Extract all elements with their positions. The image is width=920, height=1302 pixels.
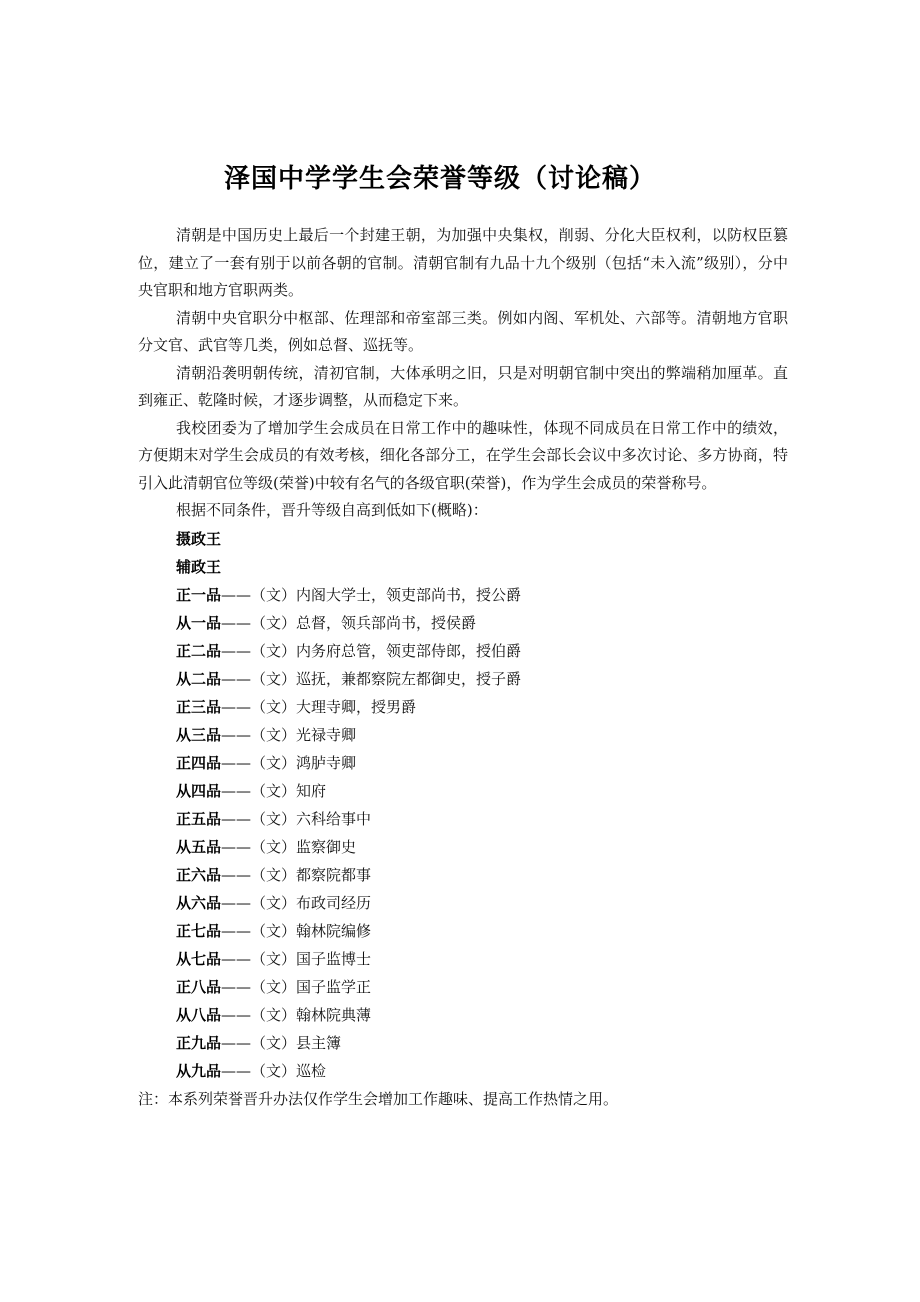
- rank-name: 正八品: [176, 977, 222, 996]
- rank-description: ——（文）翰林院编修: [221, 921, 372, 940]
- list-item: [138, 693, 788, 721]
- rank-description: ——（文）县主簿: [221, 1033, 342, 1052]
- list-item: [138, 777, 788, 805]
- list-item: [138, 721, 788, 749]
- rank-description: ——（文）都察院都事: [221, 865, 372, 884]
- list-item: [138, 665, 788, 693]
- rank-name: 正七品: [176, 921, 222, 940]
- list-item: [138, 805, 788, 833]
- list-item: [138, 749, 788, 777]
- list-item: [138, 525, 788, 553]
- rank-name: 从九品: [176, 1061, 222, 1080]
- list-item: [138, 609, 788, 637]
- rank-description: ——（文）六科给事中: [221, 809, 372, 828]
- list-item: [138, 1001, 788, 1029]
- list-item: [138, 917, 788, 945]
- rank-name: 正九品: [176, 1033, 222, 1052]
- rank-description: ——（文）巡抚，兼都察院左都御史，授子爵: [221, 669, 522, 688]
- list-item: [138, 889, 788, 917]
- rank-name: 正四品: [176, 753, 222, 772]
- list-item: [138, 833, 788, 861]
- rank-name: 从七品: [176, 949, 222, 968]
- rank-name: 从六品: [176, 893, 222, 912]
- rank-name: 从五品: [176, 837, 222, 856]
- rank-name: 正二品: [176, 641, 222, 660]
- document-title: 泽国中学学生会荣誉等级（讨论稿）: [223, 164, 656, 194]
- footnote: 注：本系列荣誉晋升办法仅作学生会增加工作趣味、提高工作热情之用。: [138, 1089, 619, 1108]
- rank-description: ——（文）布政司经历: [221, 893, 372, 912]
- rank-name: 正一品: [176, 585, 222, 604]
- rank-list: [138, 525, 788, 1085]
- rank-description: ——（文）内务府总管，领吏部侍郎，授伯爵: [221, 641, 522, 660]
- rank-description: ——（文）监察御史: [221, 837, 357, 856]
- list-item: [138, 973, 788, 1001]
- list-item: [138, 1029, 788, 1057]
- paragraph-central-posts: 清朝中央官职分中枢部、佐理部和帝室部三类。例如内阁、军机处、六部等。清朝地方官职分文官、武官等几类，例如总督、巡抚等。: [138, 308, 788, 354]
- paragraph-purpose: 我校团委为了增加学生会成员在日常工作中的趣味性，体现不同成员在日常工作中的绩效，方便期末对学生会成员的有效考核，细化各部分工，在学生会部长会议中多次讨论、多方协商，特引入此清朝官位等级(荣誉)中较有名气的各级官职(荣誉)，作为学生会成员的荣誉称号。: [138, 418, 788, 492]
- list-item: [138, 637, 788, 665]
- list-item: [138, 861, 788, 889]
- rank-name: 正五品: [176, 809, 222, 828]
- rank-description: ——（文）国子监博士: [221, 949, 372, 968]
- list-item: [138, 581, 788, 609]
- rank-name: 正六品: [176, 865, 222, 884]
- rank-name: 摄政王: [176, 529, 222, 548]
- rank-name: 辅政王: [176, 557, 222, 576]
- rank-name: 从四品: [176, 781, 222, 800]
- rank-name: 从八品: [176, 1005, 222, 1024]
- rank-description: ——（文）知府: [221, 781, 327, 800]
- rank-name: 正三品: [176, 697, 222, 716]
- rank-description: ——（文）内阁大学士，领吏部尚书，授公爵: [221, 585, 522, 604]
- rank-description: ——（文）鸿胪寺卿: [221, 753, 357, 772]
- document-body: [138, 222, 788, 1113]
- rank-description: ——（文）国子监学正: [221, 977, 372, 996]
- rank-description: ——（文）大理寺卿，授男爵: [221, 697, 417, 716]
- paragraph-intro: 清朝是中国历史上最后一个封建王朝，为加强中央集权，削弱、分化大臣权利，以防权臣篡位，建立了一套有别于以前各朝的官制。清朝官制有九品十九个级别（包括“未入流”级别），分中央官职和地方官职两类。: [138, 226, 788, 299]
- rank-name: 从三品: [176, 725, 222, 744]
- rank-name: 从一品: [176, 613, 222, 632]
- rank-description: ——（文）光禄寺卿: [221, 725, 357, 744]
- rank-description: ——（文）翰林院典薄: [221, 1005, 372, 1024]
- rank-description: ——（文）总督，领兵部尚书，授侯爵: [221, 613, 477, 632]
- list-item: [138, 945, 788, 973]
- rank-description: ——（文）巡检: [221, 1061, 327, 1080]
- list-item: [138, 553, 788, 581]
- paragraph-history: 清朝沿袭明朝传统，清初官制，大体承明之旧，只是对明朝官制中突出的弊端稍加厘革。直到雍正、乾隆时候，才逐步调整，从而稳定下来。: [138, 363, 788, 409]
- list-item: [138, 1057, 788, 1085]
- paragraph-rank-intro: 根据不同条件，晋升等级自高到低如下(概略)：: [176, 501, 488, 519]
- rank-name: 从二品: [176, 669, 222, 688]
